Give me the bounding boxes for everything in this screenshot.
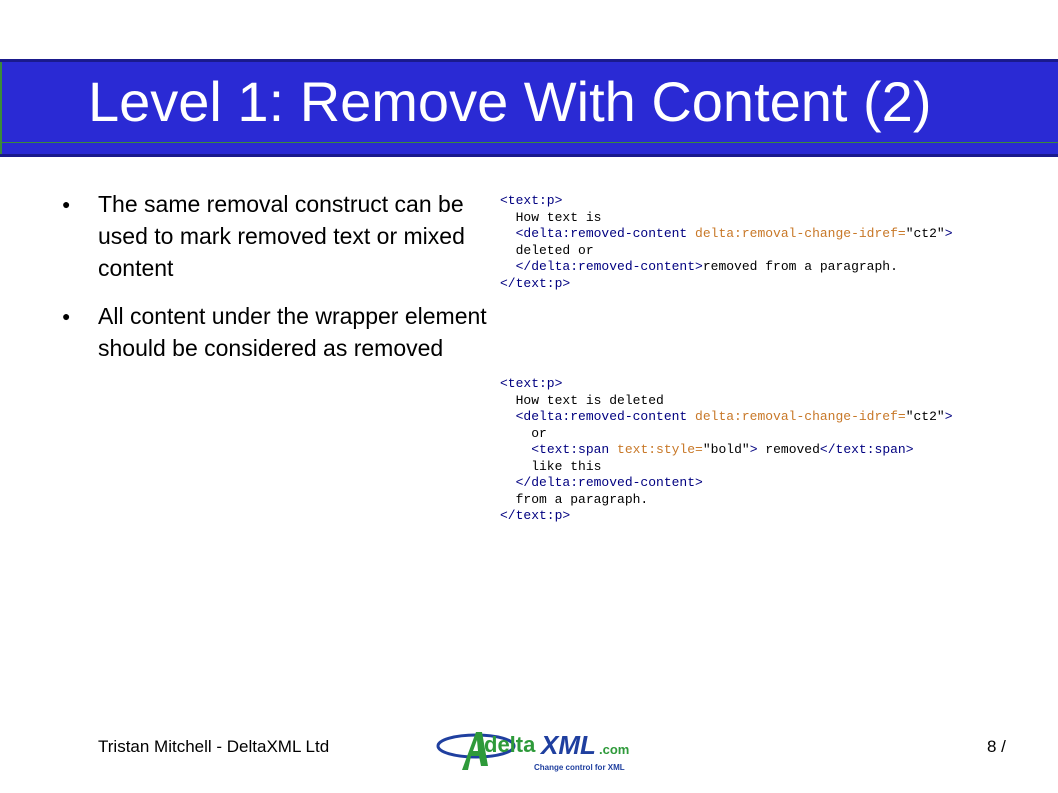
code-token-text: or [500,425,547,441]
code-token-tag: <delta:removed-content [515,409,696,424]
code-line [500,442,1040,459]
code-token-text [500,259,516,274]
slide-title: Level 1: Remove With Content (2) [88,70,932,133]
code-token-text: like this [500,458,602,474]
code-token-tag: > [944,226,953,241]
code-line [500,409,1040,426]
page-number: 8 / [987,737,1006,756]
code-line [500,243,1040,260]
code-token-attr: text:style= [617,442,703,457]
deltaxml-logo [436,726,650,774]
bullet-list [58,188,498,380]
code-token-tag: </delta:removed-content> [515,259,703,274]
code-token-tag: </text:p> [500,508,571,523]
code-token-tag: </text:span> [819,442,914,457]
deltaxml-logo-icon [436,726,650,774]
code-token-tag: </delta:removed-content> [515,475,703,490]
code-token-tag: > [749,442,758,457]
title-bar-left-rule [0,62,2,154]
code-token-tag: <text:p> [500,376,563,391]
svg-text:Change control for XML: Change control for XML [534,763,625,772]
code-line [500,393,1040,410]
title-bar [0,59,1058,157]
code-block-1 [500,193,1040,292]
code-line [500,508,1040,525]
code-line [500,193,1040,210]
code-token-text: removed [757,442,820,457]
code-token-text: How text is [500,209,602,225]
bullet-text: All content under the wrapper element should be considered as removed [98,303,487,361]
code-token-tag: > [944,409,953,424]
code-line [500,492,1040,509]
code-token-text: deleted or [500,242,594,258]
title-bar-rule [0,142,1058,143]
code-token-text: "ct2" [905,409,945,424]
code-line [500,226,1040,243]
code-line [500,426,1040,443]
code-token-text: removed from a paragraph. [702,259,898,274]
code-token-text [500,442,531,457]
code-token-text: "bold" [702,442,750,457]
code-token-text [500,226,516,241]
bullet-item [58,188,498,284]
code-token-text [500,409,516,424]
code-token-text [500,475,516,490]
code-token-tag: <delta:removed-content [515,226,696,241]
code-token-text: "ct2" [905,226,945,241]
code-token-text: How text is deleted [500,392,664,408]
code-line [500,276,1040,293]
code-token-tag: <text:span [531,442,618,457]
bullet-dot-icon: ● [62,308,71,324]
code-token-attr: delta:removal-change-idref= [695,409,906,424]
code-token-text: from a paragraph. [500,491,649,507]
svg-text:.com: .com [599,742,630,757]
code-token-tag: </text:p> [500,275,571,291]
code-line [500,259,1040,276]
bullet-item [58,300,498,364]
code-line [500,459,1040,476]
code-line [500,475,1040,492]
code-line [500,210,1040,227]
footer-author: Tristan Mitchell - DeltaXML Ltd [98,737,330,756]
bullet-text: The same removal construct can be used to mark removed text or mixed content [98,191,465,281]
svg-text:delta: delta [484,732,536,757]
code-token-tag: <text:p> [500,193,563,208]
code-block-2 [500,376,1040,525]
code-line [500,376,1040,393]
bullet-dot-icon: ● [62,196,71,212]
svg-text:XML: XML [541,730,596,760]
code-token-attr: delta:removal-change-idref= [695,226,906,241]
